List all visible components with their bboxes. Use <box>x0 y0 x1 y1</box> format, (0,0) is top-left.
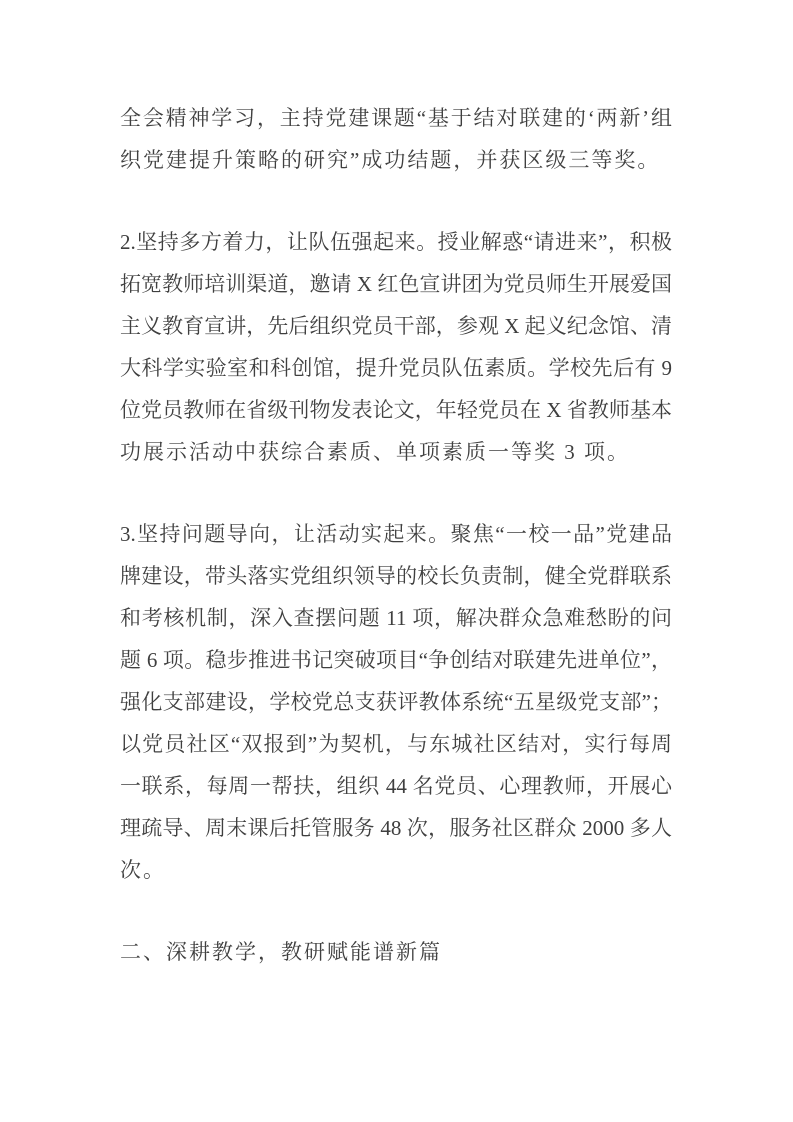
section <box>120 931 672 973</box>
text-line: 强化支部建设，学校党总支获评教体系统“五星级党支部”； <box>120 690 672 714</box>
paragraph <box>120 513 672 891</box>
text-line: 以党员社区“双报到”为契机，与东城社区结对，实行每周 <box>120 732 672 756</box>
text-line: 和考核机制，深入查摆问题 11 项，解决群众急难愁盼的问 <box>120 606 672 630</box>
text-line: 主义教育宣讲，先后组织党员干部，参观 X 起义纪念馆、清 <box>120 314 672 338</box>
text-line: 一联系，每周一帮扶，组织 44 名党员、心理教师，开展心 <box>120 774 672 798</box>
text-line: 牌建设，带头落实党组织领导的校长负责制，健全党群联系 <box>120 564 672 588</box>
paragraph <box>120 97 672 181</box>
text-line: 位党员教师在省级刊物发表论文，年轻党员在 X 省教师基本 <box>120 398 672 422</box>
text-line: 3.坚持问题导向，让活动实起来。聚焦“一校一品”党建品 <box>120 522 672 546</box>
text-line: 2.坚持多方着力，让队伍强起来。授业解惑“请进来”，积极 <box>120 230 672 254</box>
text-line: 题 6 项。稳步推进书记突破项目“争创结对联建先进单位”， <box>120 648 672 672</box>
text-line: 拓宽教师培训渠道，邀请 X 红色宣讲团为党员师生开展爱国 <box>120 272 672 296</box>
text-line: 织党建提升策略的研究”成功结题，并获区级三等奖。 <box>120 148 661 172</box>
text-line: 大科学实验室和科创馆，提升党员队伍素质。学校先后有 9 <box>120 356 672 380</box>
text-line: 理疏导、周末课后托管服务 48 次，服务社区群众 2000 多人 <box>120 816 672 840</box>
paragraph <box>120 221 672 473</box>
section-heading: 二、深耕教学，教研赋能谱新篇 <box>120 940 442 964</box>
text-line: 次。 <box>120 858 166 882</box>
text-line: 全会精神学习，主持党建课题“基于结对联建的‘两新’组 <box>120 106 672 130</box>
text-line: 功展示活动中获综合素质、单项素质一等奖 3 项。 <box>120 440 630 464</box>
